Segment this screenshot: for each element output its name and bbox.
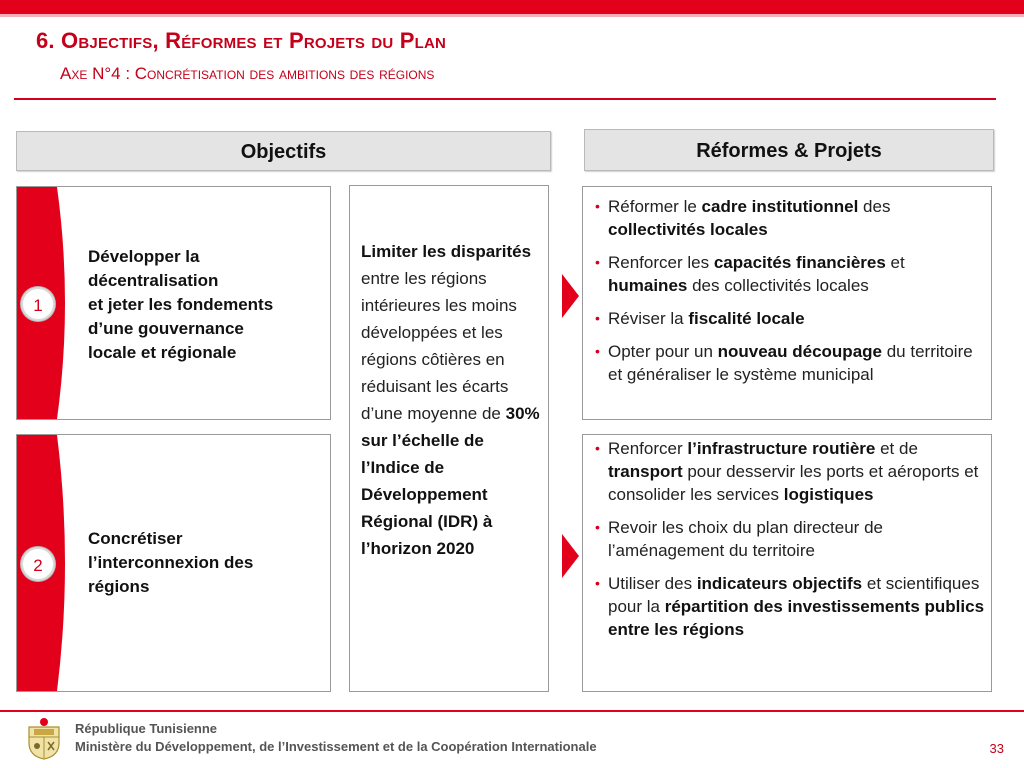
footer-divider [0,710,1024,712]
bold-text: nouveau découpage [717,342,882,361]
objective-number-badge-1: 1 [21,287,55,321]
objective-card-1 [16,186,331,420]
top-red-bar [0,0,1024,14]
target-description-box [349,185,549,692]
text: Réformer le [608,197,702,216]
objective-line: Développer la [88,247,200,266]
reforms-list-1 [595,195,987,396]
bold-text: humaines [608,276,688,295]
bold-text: logistiques [783,485,874,504]
bold-text: Limiter les disparités [361,242,532,261]
bold-text: collectivités locales [608,220,768,239]
objective-line: d’une gouvernance [88,319,244,338]
reforms-box-1 [582,186,992,420]
text: et [885,253,905,272]
objective-line: l’interconnexion des [88,553,254,572]
list-item [595,572,987,641]
objective-line: locale et régionale [88,343,237,362]
list-item [595,195,987,241]
objective-line: décentralisation [88,271,219,290]
arrow-right-icon [562,274,579,318]
reforms-column-header: Réformes & Projets [584,129,994,171]
text: Opter pour un [608,342,718,361]
list-item [595,437,987,506]
text: Revoir les choix du plan directeur de l’aménagement du territoire [608,518,883,560]
text: pour desservir les ports et aéroports et consolider les services [608,462,979,504]
list-item [595,340,987,386]
text: Renforcer [608,439,688,458]
page-title: 6. Objectifs, Réformes et Projets du Plan [36,28,447,53]
objective-text-1 [88,245,318,365]
coat-of-arms-icon [24,716,64,760]
text: des collectivités locales [687,276,869,295]
text: Renforcer les [608,253,714,272]
bold-text: transport [608,462,683,481]
text: du territoire et généraliser le système municipal [608,342,973,384]
page-number: 33 [989,741,1004,756]
footer-country: République Tunisienne [75,721,218,736]
objective-text-2 [88,527,318,599]
bold-text: répartition des investissements publics entre les régions [608,597,985,639]
objectives-column-header: Objectifs [16,131,551,171]
arrow-right-icon [562,534,579,578]
objective-line: Concrétiser [88,529,183,548]
list-item [595,516,987,562]
text: Utiliser des [608,574,697,593]
bold-text: cadre institutionnel [701,197,859,216]
page-subtitle: Axe N°4 : Concrétisation des ambitions des régions [60,64,435,83]
list-item [595,307,987,330]
bold-text: indicateurs objectifs [696,574,863,593]
objective-card-2 [16,434,331,692]
bold-text: capacités financières [713,253,886,272]
list-item [595,251,987,297]
footer-ministry: Ministère du Développement, de l’Investissement et de la Coopération Internationale [75,739,597,754]
bold-text: 30% sur l’échelle de l’Indice de Développement Régional (IDR) à l’horizon 2020 [361,404,540,558]
bold-text: fiscalité locale [688,309,805,328]
text: des [858,197,891,216]
reforms-box-2 [582,434,992,692]
objective-line: et jeter les fondements [88,295,274,314]
text: Réviser la [608,309,689,328]
reforms-list-2 [595,437,987,651]
text: et de [875,439,918,458]
text: et scientifiques pour la [608,574,980,616]
target-description-text [361,238,543,562]
objective-number-badge-2: 2 [21,547,55,581]
text: entre les régions intérieures les moins développées et les régions côtières en réduisant les écarts d’une moyenne de [361,269,517,423]
objective-line: régions [88,577,150,596]
bold-text: l’infrastructure routière [687,439,876,458]
title-divider [14,98,996,100]
